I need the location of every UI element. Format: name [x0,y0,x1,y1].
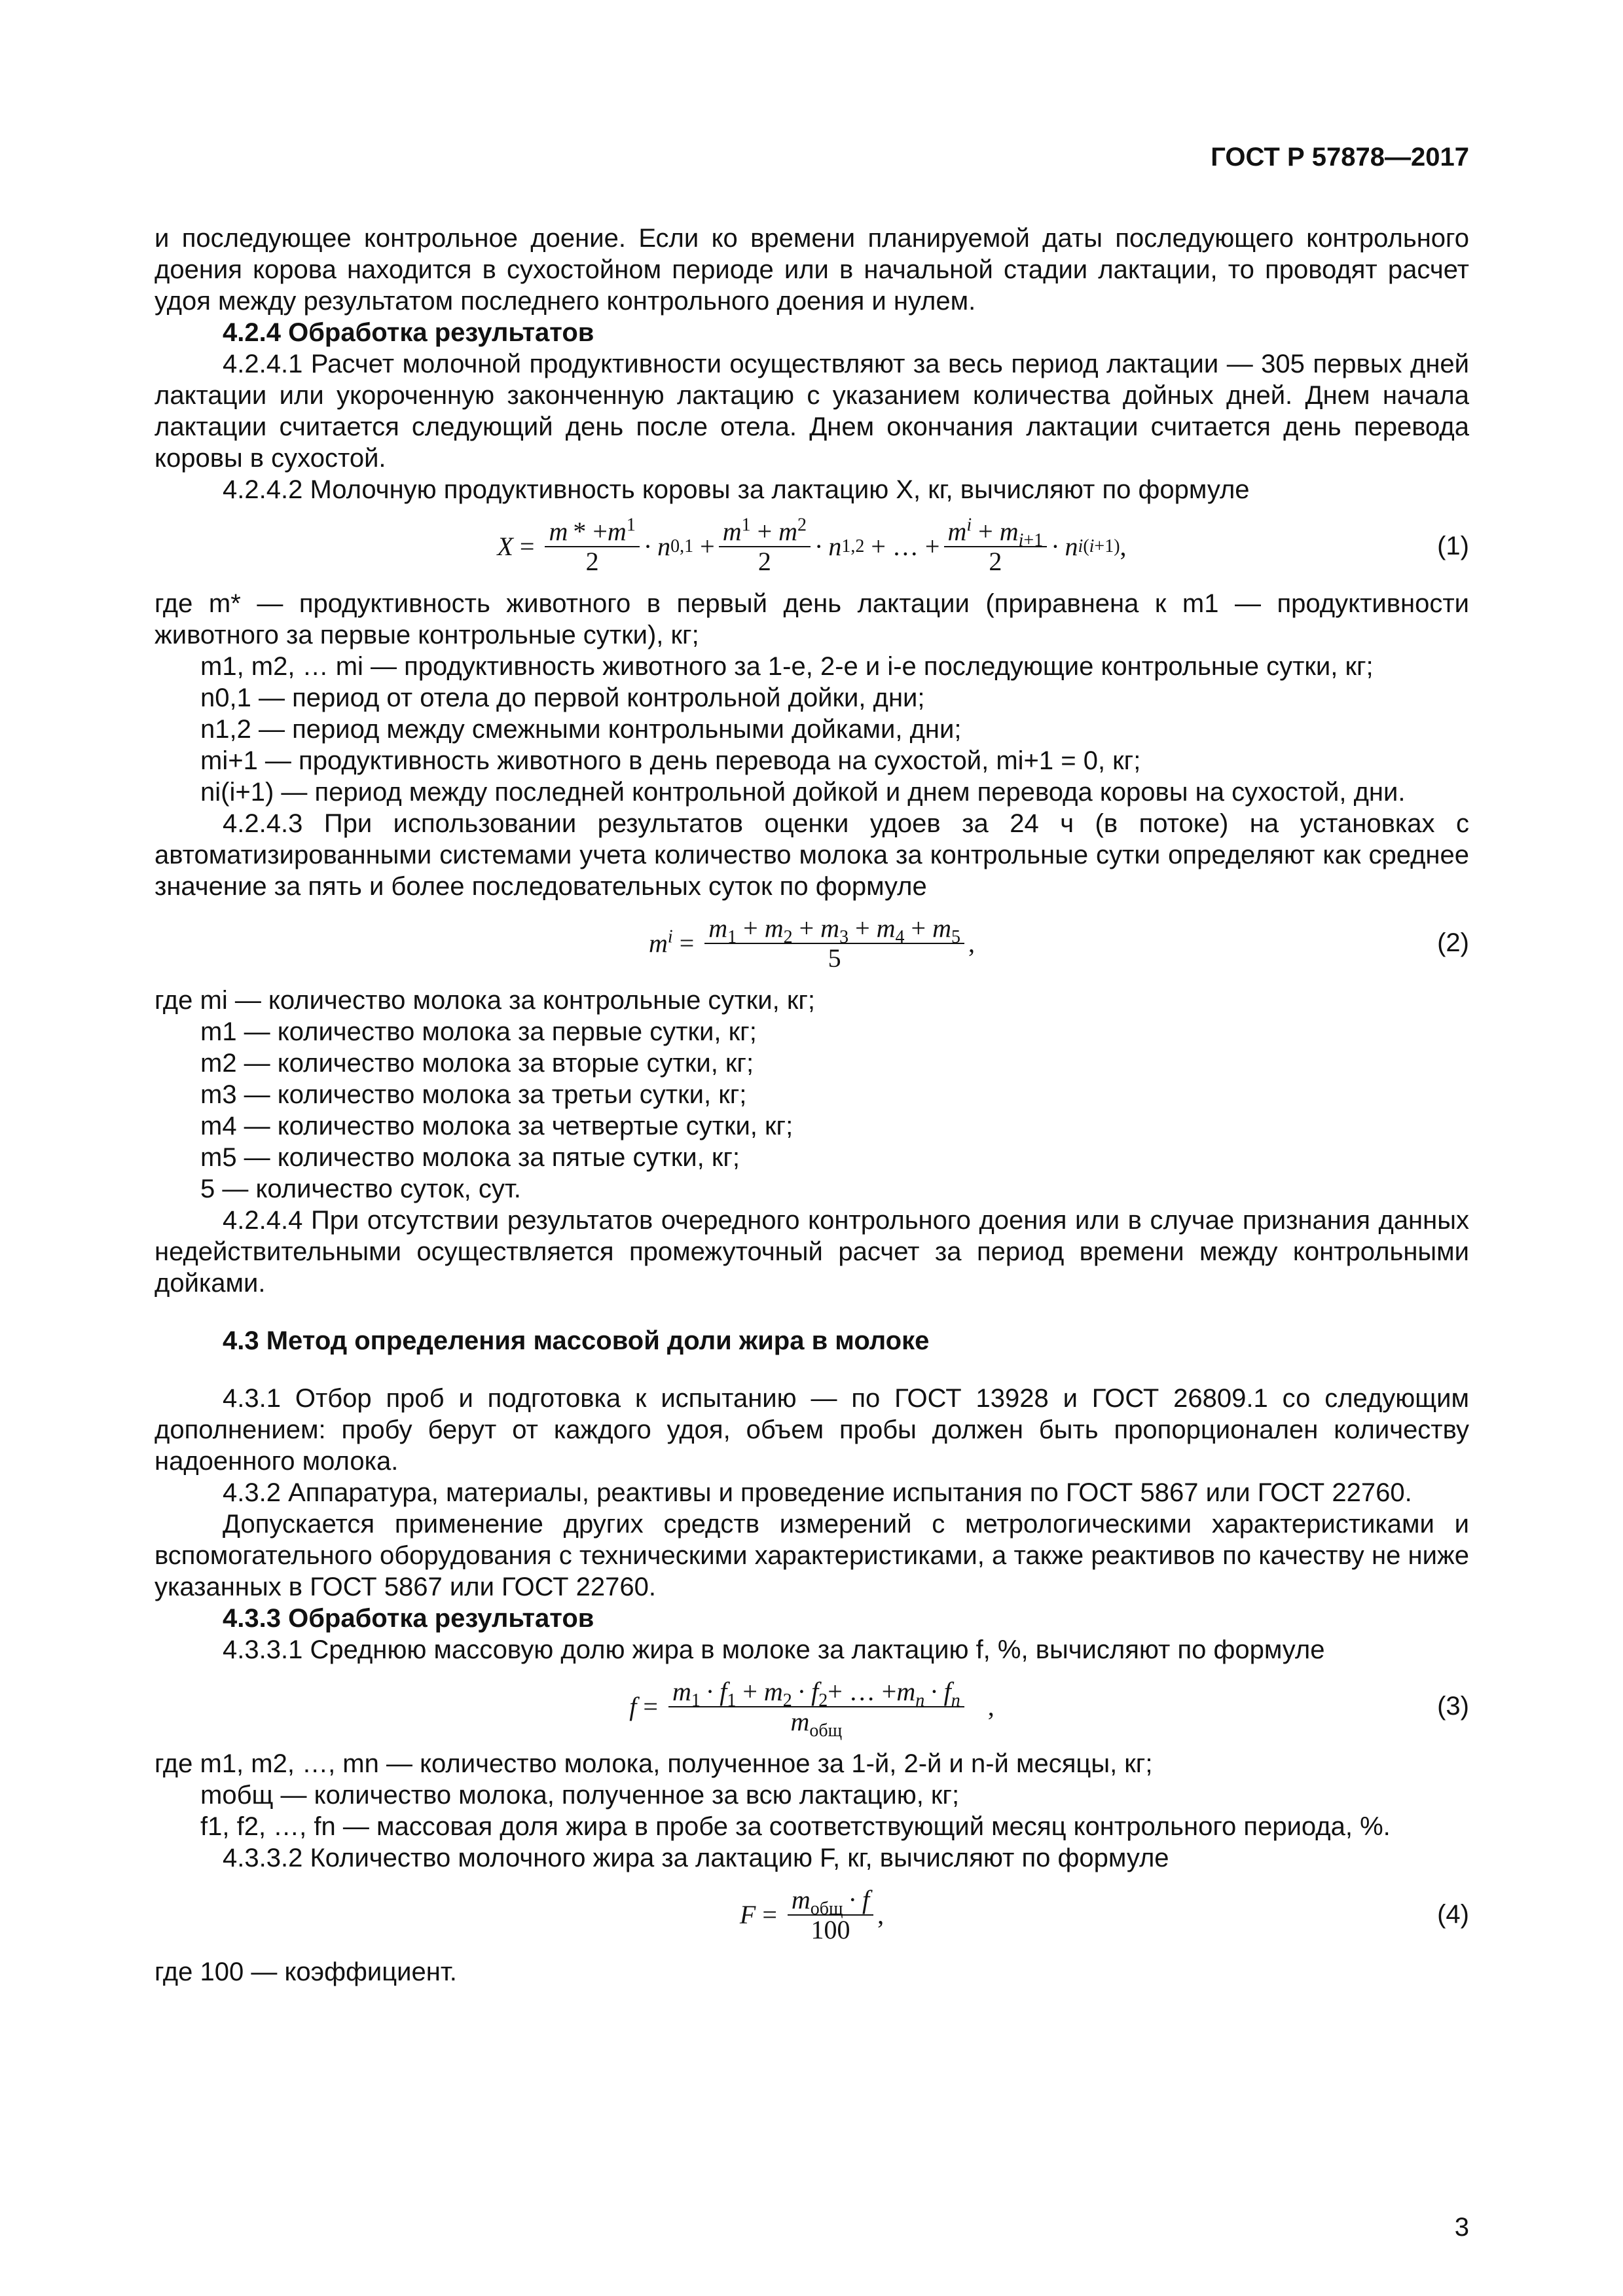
where-2-item: m5 — количество молока за пятые сутки, кг; [200,1143,740,1172]
formula-4 [155,1879,1469,1951]
paragraph-4-3-3-1: 4.3.3.1 Среднюю массовую долю жира в молоке за лактацию f, %, вычисляют по формуле [223,1635,1325,1664]
where-2-item: m1 — количество молока за первые сутки, кг; [200,1017,757,1046]
where-2-item: m4 — количество молока за четвертые сутки, кг; [200,1112,793,1140]
where-2-item: m2 — количество молока за вторые сутки, кг; [200,1049,754,1078]
formula-1-expression: X = $\frac{m * +m^1}{2}$ · n 0,1 + $\frac{m^1 + m^2}{2}$ · n 1,2 + … + $\frac{m^i + m_{i+1}}{2}$ · n i(i+1) , [497,515,1127,576]
formula-3 [155,1671,1469,1743]
formula-2 [155,907,1469,979]
document-body [155,223,1469,1988]
where-2-item: где mi — количество молока за контрольные сутки, кг; [155,986,816,1015]
formula-4-expression: F = $\frac{m_{общ} \cdot f}{100}$ , [739,1885,884,1944]
paragraph-4-3-1: 4.3.1 Отбор проб и подготовка к испытанию — по ГОСТ 13928 и ГОСТ 26809.1 со следующим дополнением: пробу берут от каждого удоя, объем пробы должен быть пропорционален количеству надоенного молока. [155,1384,1469,1476]
heading-4-3-3: 4.3.3 Обработка результатов [223,1604,594,1633]
where-2-item: m3 — количество молока за третьи сутки, кг; [200,1080,747,1109]
where-1-item: m1, m2, … mi — продуктивность животного за 1-е, 2-е и i-е последующие контрольные сутки, кг; [200,652,1374,681]
where-4: где 100 — коэффициент. [155,1958,457,1986]
where-3-item: f1, f2, …, fn — массовая доля жира в пробе за соответствующий месяц контрольного периода, %. [200,1812,1391,1841]
heading-4-2-4: 4.2.4 Обработка результатов [223,318,594,347]
where-1-item: n0,1 — период от отела до первой контрольной дойки, дни; [200,683,925,712]
where-3-item: mобщ — количество молока, полученное за всю лактацию, кг; [200,1781,960,1810]
where-1-item: mi+1 — продуктивность животного в день перевода на сухостой, mi+1 = 0, кг; [200,746,1141,775]
heading-4-3: 4.3 Метод определения массовой доли жира в молоке [223,1326,930,1355]
page-number: 3 [1454,2213,1469,2242]
where-1-item: где m* — продуктивность животного в первый день лактации (приравнена к m1 — продуктивности животного за первые контрольные сутки), кг; [155,589,1469,649]
formula-2-number: (2) [1437,928,1469,957]
paragraph-4-2-4-3: 4.2.4.3 При использовании результатов оценки удоев за 24 ч (в потоке) на установках с автоматизированными системами учета количество молока за контрольные сутки определяют как среднее значение за пять и более последовательных суток по формуле [155,809,1469,901]
formula-2-expression: $m^i$ = $\frac{m_1 + m_2 + m_3 + m_4 + m_5}{5}$ , [649,913,975,973]
formula-3-number: (3) [1437,1692,1469,1721]
where-1-item: n1,2 — период между смежными контрольными дойками, дни; [200,715,962,744]
formula-3-expression: f = $\frac{m_1 \cdot f_1 + m_2 \cdot f_2+ \dots +m_n \cdot f_n}{m_{общ}}$ , [629,1677,994,1741]
paragraph-4-3-2: 4.3.2 Аппаратура, материалы, реактивы и проведение испытания по ГОСТ 5867 или ГОСТ 22760. [223,1478,1412,1507]
formula-1 [155,511,1469,583]
paragraph-4-2-4-4: 4.2.4.4 При отсутствии результатов очередного контрольного доения или в случае признания данных недействительными осуществляется промежуточный расчет за период времени между контрольными дойками. [155,1206,1469,1298]
formula-4-number: (4) [1437,1900,1469,1929]
paragraph-4-2-4-1: 4.2.4.1 Расчет молочной продуктивности осуществляют за весь период лактации — 305 первых дней лактации или укороченную законченную лактацию с указанием количества дойных дней. Днем начала лактации считается следующий день после отела. Днем окончания лактации считается день перевода коровы в сухостой. [155,350,1469,473]
formula-1-number: (1) [1437,532,1469,560]
paragraph-4-3-2-b: Допускается применение других средств измерений с метрологическими характеристиками и вспомогательного оборудования с техническими характеристиками, а также реактивов по качеству не ниже указанных в ГОСТ 5867 или ГОСТ 22760. [155,1510,1469,1601]
where-3-item: где m1, m2, …, mn — количество молока, полученное за 1-й, 2-й и n-й месяцы, кг; [155,1749,1153,1778]
where-2-item: 5 — количество суток, сут. [200,1175,521,1203]
paragraph-intro: и последующее контрольное доение. Если ко времени планируемой даты последующего контрольного доения корова находится в сухостойном периоде или в начальной стадии лактации, то проводят расчет удоя между результатом последнего контрольного доения и нулем. [155,224,1469,316]
paragraph-4-3-3-2: 4.3.3.2 Количество молочного жира за лактацию F, кг, вычисляют по формуле [223,1844,1169,1872]
where-1-item: ni(i+1) — период между последней контрольной дойкой и днем перевода коровы на сухостой, дни. [200,778,1406,807]
document-code: ГОСТ Р 57878—2017 [1211,143,1469,172]
paragraph-4-2-4-2: 4.2.4.2 Молочную продуктивность коровы за лактацию X, кг, вычисляют по формуле [223,475,1250,504]
